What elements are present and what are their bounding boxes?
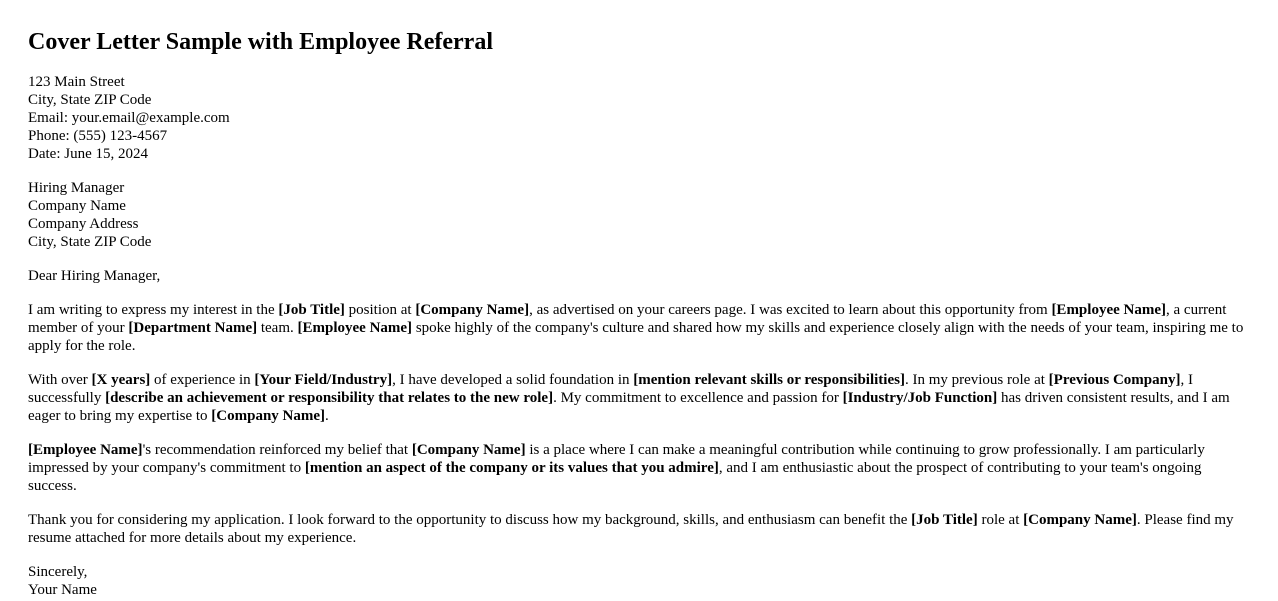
sender-address: 123 Main Street (28, 74, 125, 90)
placeholder-text: [Company Name] (411, 442, 526, 458)
recipient-city-line: City, State ZIP Code (28, 234, 152, 250)
placeholder-text: [Employee Name] (1051, 302, 1166, 318)
paragraph-text: With over (28, 372, 92, 388)
recipient-company: Company Name (28, 198, 126, 214)
paragraph-text: , and I am enthusiastic about the prospect of contributing to your team's ongoing success. (28, 460, 1202, 494)
paragraph-text: role at (977, 512, 1024, 528)
placeholder-text: [Employee Name] (297, 320, 413, 336)
sender-phone: Phone: (555) 123-4567 (28, 128, 168, 144)
placeholder-text: [Job Title] (278, 302, 345, 318)
page-title: Cover Letter Sample with Employee Referral (28, 29, 493, 55)
paragraph-text: . In my previous role at (904, 372, 1049, 388)
placeholder-text: [Company Name] (211, 408, 326, 424)
recipient-name: Hiring Manager (28, 180, 125, 196)
paragraph-text: of experience in (150, 372, 255, 388)
body-paragraph (28, 441, 1250, 495)
paragraph-text: Thank you for considering my application. I look forward to the opportunity to discuss how my background, skills, and enthusiasm can benefit the (28, 512, 912, 528)
recipient-info (28, 179, 1250, 251)
paragraph-text: , I have developed a solid foundation in (392, 372, 634, 388)
placeholder-text: [Company Name] (1023, 512, 1137, 528)
paragraph-text: . Please find my resume attached for more details about my experience. (28, 512, 1234, 546)
body-paragraph (28, 511, 1250, 547)
paragraph-text: , a current member of your (28, 302, 1227, 336)
paragraph-text: , as advertised on your careers page. I was excited to learn about this opportunity from (529, 302, 1052, 318)
paragraph-text: . (325, 408, 329, 424)
body-paragraph (28, 371, 1250, 425)
paragraph-text: is a place where I can make a meaningful contribution while continuing to grow professionally. I am particularly impressed by your company's commitment to (28, 442, 1205, 476)
placeholder-text: [describe an achievement or responsibility that relates to the new role] (105, 390, 554, 406)
placeholder-text: [mention relevant skills or responsibilities] (633, 372, 905, 388)
paragraph-text: has driven consistent results, and I am eager to bring my expertise to (28, 390, 1230, 424)
letter-date: Date: June 15, 2024 (28, 146, 148, 162)
placeholder-text: [Previous Company] (1048, 372, 1181, 388)
placeholder-text: [Job Title] (911, 512, 978, 528)
paragraph-text: . My commitment to excellence and passion for (553, 390, 843, 406)
placeholder-text: [Department Name] (128, 320, 258, 336)
placeholder-text: [mention an aspect of the company or its values that you admire] (304, 460, 719, 476)
sender-info (28, 73, 1250, 163)
recipient-address: Company Address (28, 216, 139, 232)
signature-name: Your Name (28, 582, 97, 598)
letter-body (28, 301, 1250, 547)
paragraph-text: I am writing to express my interest in the (28, 302, 279, 318)
closing-text: Sincerely, (28, 564, 88, 580)
placeholder-text: [Industry/Job Function] (842, 390, 998, 406)
paragraph-text: 's recommendation reinforced my belief that (142, 442, 412, 458)
placeholder-text: [Employee Name] (28, 442, 143, 458)
salutation: Dear Hiring Manager, (28, 268, 161, 284)
placeholder-text: [Company Name] (415, 302, 530, 318)
paragraph-text: team. (257, 320, 298, 336)
paragraph-text: position at (344, 302, 416, 318)
paragraph-text: , I successfully (28, 372, 1193, 406)
placeholder-text: [Your Field/Industry] (254, 372, 393, 388)
placeholder-text: [X years] (91, 372, 151, 388)
sender-city-line: City, State ZIP Code (28, 92, 152, 108)
closing-block (28, 563, 1250, 599)
paragraph-text: spoke highly of the company's culture and shared how my skills and experience closely align with the needs of your team, inspiring me to apply for the role. (28, 320, 1244, 354)
body-paragraph (28, 301, 1250, 355)
sender-email: Email: your.email@example.com (28, 110, 230, 126)
